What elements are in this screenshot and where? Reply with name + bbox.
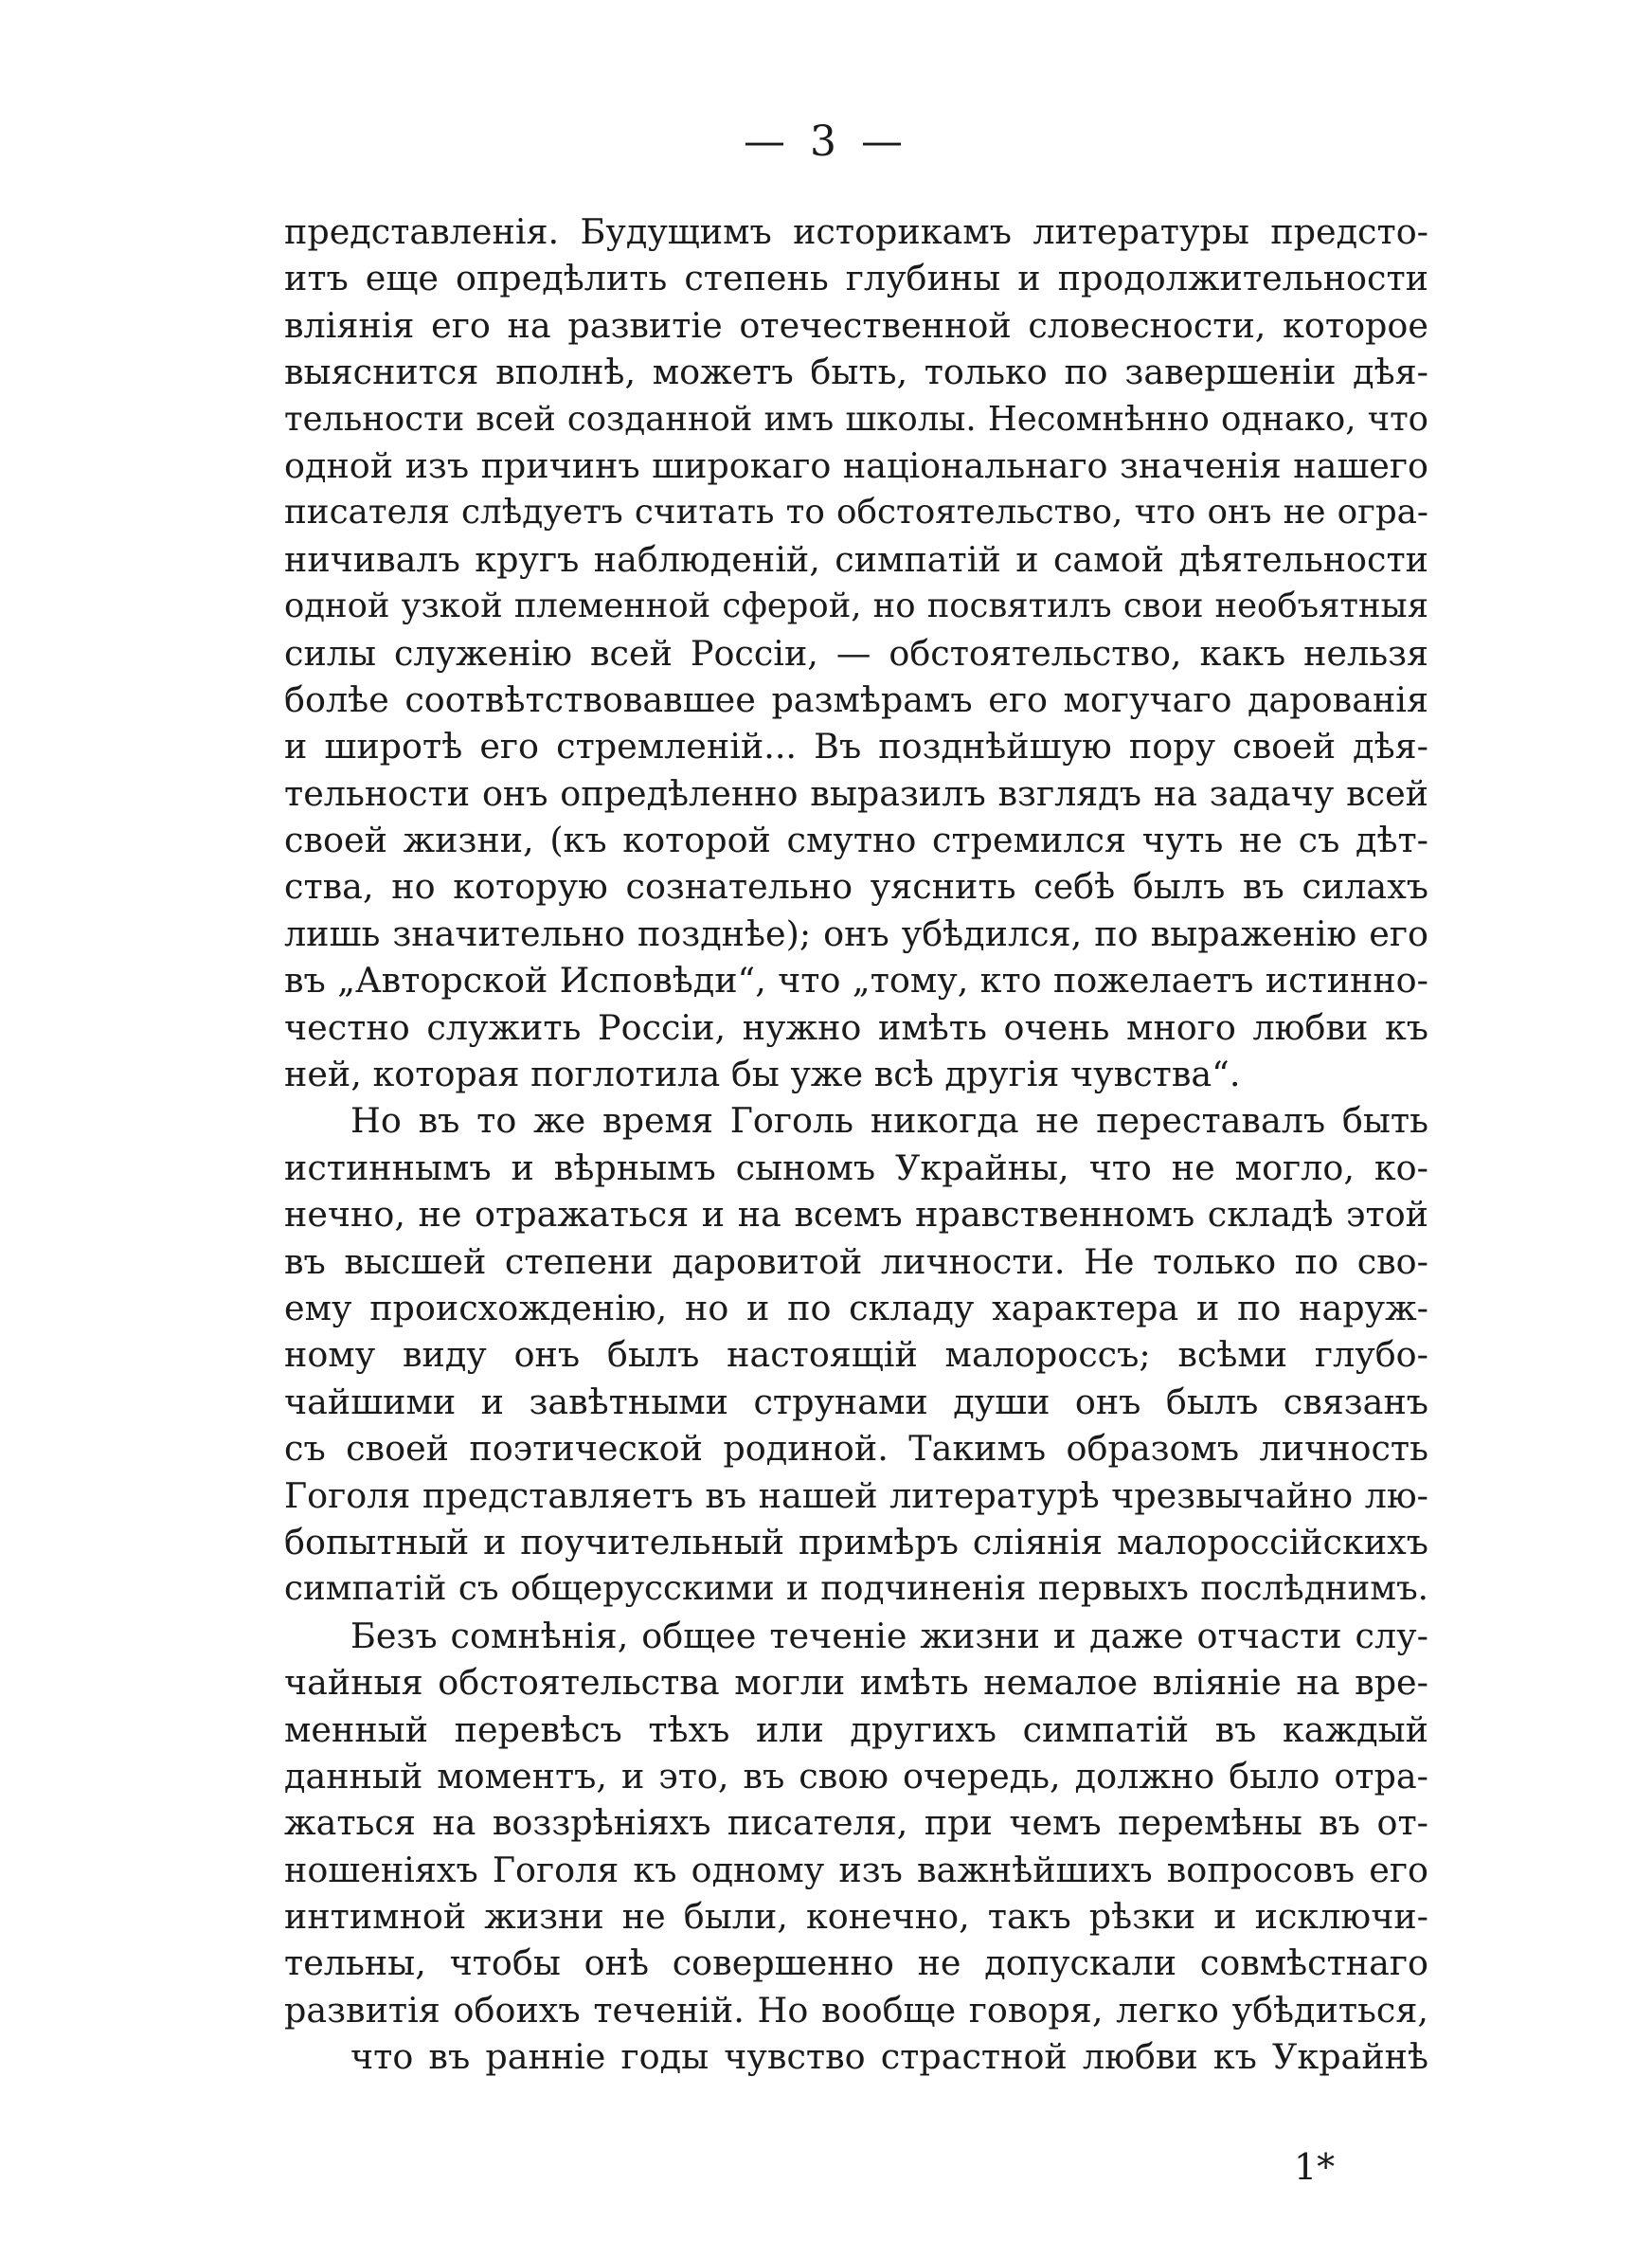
text-line: тельности всей созданной имъ школы. Несомнѣнно однако, что <box>284 399 1428 439</box>
body-text <box>284 208 1428 2081</box>
paragraph <box>284 208 1428 1097</box>
text-line: болѣе соотвѣтствовавшее размѣрамъ его могучаго дарованія <box>284 678 1428 720</box>
text-line: чайныя обстоятельства могли имѣть немалое вліяніе на вре- <box>284 1662 1428 1704</box>
text-line: тельности онъ опредѣленно выразилъ взглядъ на задачу всей <box>284 772 1428 814</box>
text-line: тельны, чтобы онѣ совершенно не допускали совмѣстнаго <box>284 1942 1428 1984</box>
text-line: данный моментъ, и это, въ свою очередь, должно было отра- <box>284 1755 1428 1797</box>
text-line: интимной жизни не были, конечно, такъ рѣзки и исключи- <box>284 1896 1428 1938</box>
text-line: одной изъ причинъ широкаго національнаго значенія нашего <box>284 444 1428 486</box>
text-line: ему происхожденію, но и по складу характера и по наруж- <box>284 1287 1428 1328</box>
text-line: ничивалъ кругъ наблюденій, симпатій и самой дѣятельности <box>284 538 1428 580</box>
text-line: ней, которая поглотила бы уже всѣ другія чувства“. <box>284 1054 1241 1095</box>
text-line: одной узкой племенной сферой, но посвятилъ свои необъятныя <box>284 587 1428 626</box>
text-line: симпатій съ общерусскими и подчиненія первыхъ послѣднимъ. <box>284 1569 1428 1609</box>
text-line: ства, но которую сознательно уяснить себѣ былъ въ силахъ <box>284 866 1428 908</box>
text-line: жаться на воззрѣніяхъ писателя, при чемъ перемѣны въ от- <box>284 1802 1428 1844</box>
text-line: лишь значительно позднѣе); онъ убѣдился, по выраженію его <box>284 912 1428 954</box>
text-line: бопытный и поучительный примѣръ слiянія малороссійскихъ <box>284 1521 1428 1562</box>
text-line: въ „Авторской Исповѣди“, что „тому, кто пожелаетъ истинно- <box>284 960 1428 1002</box>
page-number: — 3 — <box>744 117 908 166</box>
text-line: ношеніяхъ Гоголя къ одному изъ важнѣйшихъ вопросовъ его <box>284 1849 1428 1890</box>
text-line: представленія. Будущимъ историкамъ литературы предсто- <box>284 211 1428 252</box>
paragraph <box>284 1613 1428 2081</box>
paragraph <box>284 1097 1428 1612</box>
text-line: менный перевѣсъ тѣхъ или другихъ симпатій въ каждый <box>284 1708 1428 1750</box>
text-line: силы служенію всей Россіи, — обстоятельство, какъ нельзя <box>284 632 1428 674</box>
text-line: и широтѣ его стремленій... Въ позднѣйшую пору своей дѣя- <box>284 726 1428 767</box>
text-line: выяснится вполнѣ, можетъ быть, только по завершеніи дѣя- <box>284 352 1428 393</box>
text-line: чайшими и завѣтными струнами души онъ былъ связанъ <box>284 1381 1428 1422</box>
text-line: вліянія его на развитіе отечественной словесности, которое <box>284 304 1428 346</box>
text-line: Безъ сомнѣнія, общее теченіе жизни и даже отчасти слу- <box>350 1615 1428 1656</box>
text-line: итъ еще опредѣлить степень глубины и продолжительности <box>284 258 1428 299</box>
text-line: своей жизни, (къ которой смутно стремился чуть не съ дѣт- <box>284 820 1428 861</box>
text-line: Но въ то же время Гоголь никогда не переставалъ быть <box>350 1100 1428 1142</box>
text-line: ному виду онъ былъ настоящій малороссъ; всѣми глубо- <box>284 1334 1428 1376</box>
text-line: нечно, не отражаться и на всемъ нравственномъ складѣ этой <box>284 1194 1428 1236</box>
text-line: честно служить Россіи, нужно имѣть очень много любви къ <box>284 1006 1428 1048</box>
text-line: Гоголя представляетъ въ нашей литературѣ чрезвычайно лю- <box>284 1474 1428 1516</box>
text-line: въ высшей степени даровитой личности. Не только по сво- <box>284 1240 1428 1282</box>
text-line: писателя слѣдуетъ считать то обстоятельство, что онъ не огра- <box>284 493 1428 533</box>
text-line: что въ раннiе годы чувство страстной любви къ Украйнѣ <box>350 2036 1428 2078</box>
printer-signature-mark: 1* <box>1294 2146 1336 2188</box>
text-line: истиннымъ и вѣрнымъ сыномъ Украйны, что не могло, ко- <box>284 1147 1428 1188</box>
text-line: съ своей поэтической родиной. Такимъ образомъ личность <box>284 1428 1428 1470</box>
text-line: развитія обоихъ теченій. Но вообще говоря, легко убѣдиться, <box>284 1989 1428 2031</box>
